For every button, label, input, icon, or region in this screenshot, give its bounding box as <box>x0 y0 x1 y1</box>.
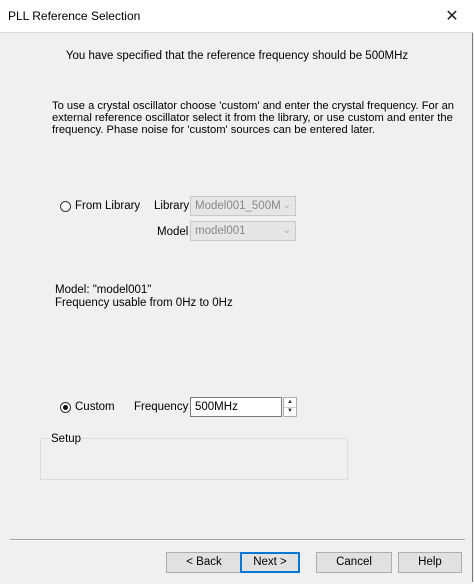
model-label: Model <box>157 226 189 238</box>
model-name-text: Model: "model001" <box>55 284 152 296</box>
from-library-radio[interactable] <box>60 200 140 212</box>
frequency-range-text: Frequency usable from 0Hz to 0Hz <box>55 297 233 309</box>
back-button[interactable]: < Back <box>166 552 242 573</box>
instructions-line: external reference oscillator select it from the library, or use custom and enter the <box>52 112 453 124</box>
close-icon: ✕ <box>445 8 459 25</box>
frequency-label: Frequency <box>134 401 189 413</box>
frequency-value: 500MHz <box>195 401 238 413</box>
library-label: Library <box>154 200 190 212</box>
window-title: PLL Reference Selection <box>8 9 141 23</box>
model-info <box>55 284 233 310</box>
title-bar <box>0 0 474 33</box>
library-dropdown[interactable] <box>190 196 296 216</box>
from-library-label: From Library <box>75 200 141 212</box>
setup-group-label: Setup <box>51 433 82 445</box>
close-button[interactable] <box>430 0 474 32</box>
cancel-button[interactable]: Cancel <box>316 552 392 573</box>
setup-groupbox <box>40 438 348 480</box>
frequency-spinner[interactable] <box>283 397 297 417</box>
help-button[interactable]: Help <box>398 552 462 573</box>
spin-up-icon[interactable]: ▲ <box>284 398 296 408</box>
spin-down-icon[interactable]: ▼ <box>287 408 293 414</box>
model-dropdown[interactable] <box>190 221 296 241</box>
instructions-line: To use a crystal oscillator choose 'custom' and enter the crystal frequency. For an <box>52 100 455 112</box>
reference-frequency-message: You have specified that the reference frequency should be 500MHz <box>65 50 409 62</box>
next-button[interactable]: Next > <box>240 552 300 573</box>
chevron-down-icon: ⌄ <box>282 200 291 211</box>
model-value: model001 <box>195 225 246 237</box>
button-separator <box>10 539 465 541</box>
instructions-text <box>52 100 455 136</box>
custom-radio[interactable] <box>60 401 115 413</box>
chevron-down-icon: ⌄ <box>282 225 291 236</box>
instructions-line: frequency. Phase noise for 'custom' sources can be entered later. <box>52 124 376 136</box>
custom-label: Custom <box>75 401 115 413</box>
frequency-input[interactable] <box>190 397 282 417</box>
radio-unchecked-icon <box>60 201 71 212</box>
radio-checked-icon <box>60 402 71 413</box>
library-value: Model001_500M <box>195 200 281 212</box>
